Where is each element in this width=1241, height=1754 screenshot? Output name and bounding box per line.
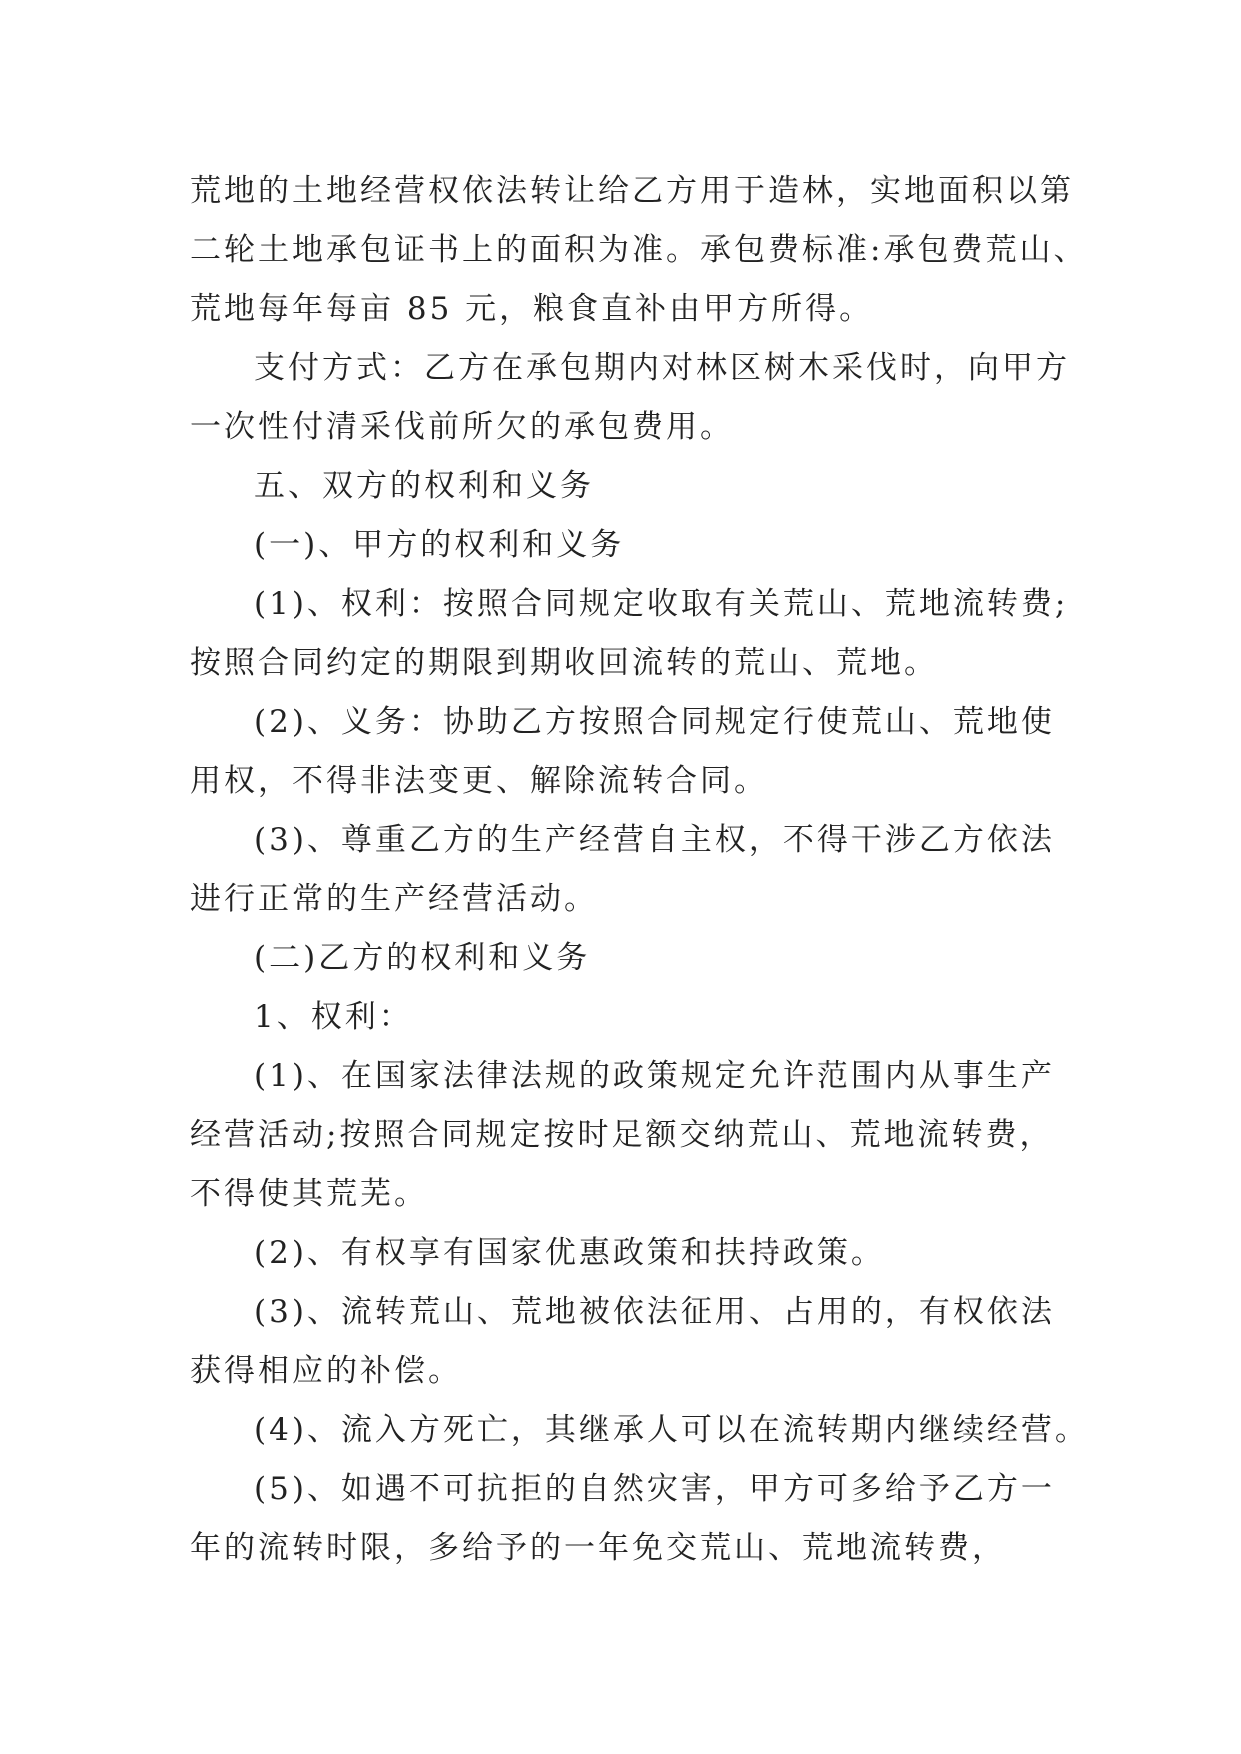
text-line-5: 一次性付清采伐前所欠的承包费用。	[190, 409, 734, 445]
subsection-heading-party-a: (一)、甲方的权利和义务	[254, 527, 625, 563]
text-line-3: 荒地每年每亩 85 元，粮食直补由甲方所得。	[190, 291, 874, 327]
text-line-8: (1)、权利：按照合同规定收取有关荒山、荒地流转费;	[254, 586, 1069, 622]
text-line-12: (3)、尊重乙方的生产经营自主权，不得干涉乙方依法	[254, 822, 1055, 858]
document-body	[190, 162, 1089, 1578]
section-heading-rights-obligations: 五、双方的权利和义务	[254, 468, 594, 504]
text-line-15: 1、权利：	[254, 999, 413, 1035]
text-line-19: (2)、有权享有国家优惠政策和扶持政策。	[254, 1235, 885, 1271]
text-line-1: 荒地的土地经营权依法转让给乙方用于造林，实地面积以第	[190, 173, 1074, 209]
text-line-16: (1)、在国家法律法规的政策规定允许范围内从事生产	[254, 1058, 1055, 1094]
text-line-23: (5)、如遇不可抗拒的自然灾害，甲方可多给予乙方一	[254, 1471, 1055, 1507]
text-line-4: 支付方式：乙方在承包期内对林区树木采伐时，向甲方	[254, 350, 1070, 386]
text-line-21: 获得相应的补偿。	[190, 1353, 462, 1389]
text-line-17: 经营活动;按照合同规定按时足额交纳荒山、荒地流转费，	[190, 1117, 1054, 1153]
text-line-10: (2)、义务：协助乙方按照合同规定行使荒山、荒地使	[254, 704, 1055, 740]
text-line-11: 用权，不得非法变更、解除流转合同。	[190, 763, 768, 799]
text-line-24: 年的流转时限，多给予的一年免交荒山、荒地流转费，	[190, 1530, 1006, 1566]
text-line-18: 不得使其荒芜。	[190, 1176, 428, 1212]
text-line-13: 进行正常的生产经营活动。	[190, 881, 598, 917]
text-line-22: (4)、流入方死亡，其继承人可以在流转期内继续经营。	[254, 1412, 1089, 1448]
subsection-heading-party-b: (二)乙方的权利和义务	[254, 940, 591, 976]
text-line-9: 按照合同约定的期限到期收回流转的荒山、荒地。	[190, 645, 938, 681]
text-line-2: 二轮土地承包证书上的面积为准。承包费标准:承包费荒山、	[190, 232, 1088, 268]
text-line-20: (3)、流转荒山、荒地被依法征用、占用的，有权依法	[254, 1294, 1055, 1330]
